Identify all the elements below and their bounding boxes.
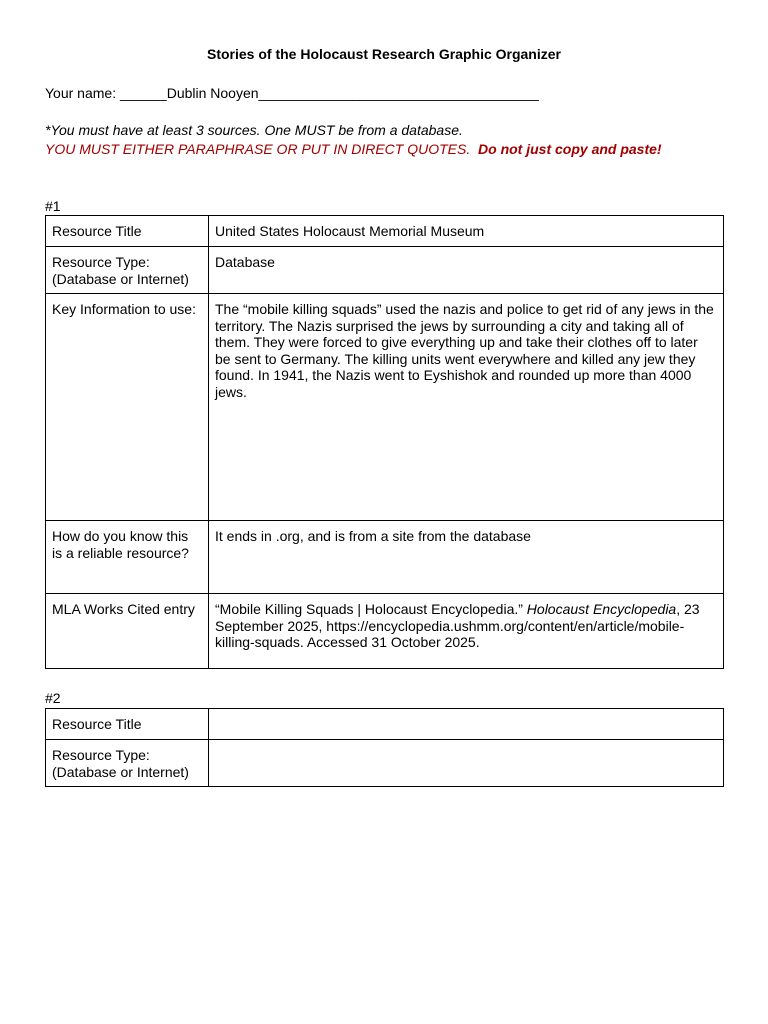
sources-requirement-note: *You must have at least 3 sources. One MUST be from a database. bbox=[45, 122, 463, 138]
table-row bbox=[46, 709, 724, 740]
resource-number-2: #2 bbox=[45, 690, 61, 706]
resource-type-label bbox=[46, 247, 209, 294]
resource-number-1: #1 bbox=[45, 198, 61, 214]
mla-label: MLA Works Cited entry bbox=[46, 594, 209, 669]
name-prefix-blank: ______ bbox=[119, 85, 167, 101]
reliability-label: How do you know this is a reliable resource? bbox=[46, 521, 209, 594]
copy-paste-warning: Do not just copy and paste! bbox=[478, 141, 662, 157]
resource-type-label-line1: Resource Type: bbox=[52, 747, 150, 763]
reliability-value[interactable]: It ends in .org, and is from a site from the database bbox=[209, 521, 724, 594]
table-row bbox=[46, 594, 724, 669]
table-row bbox=[46, 216, 724, 247]
name-line bbox=[45, 85, 539, 101]
resource-type-value[interactable]: Database bbox=[209, 247, 724, 294]
student-name: Dublin Nooyen bbox=[166, 85, 259, 101]
table-row bbox=[46, 294, 724, 521]
key-information-label: Key Information to use: bbox=[46, 294, 209, 521]
mla-value-part2: , 23 September 2025, https://encyclopedia.ushmm.org/content/en/article/mobile-killing-squads. Accessed 31 October 2025. bbox=[215, 601, 700, 650]
resource-type-label-line1: Resource Type: bbox=[52, 254, 150, 270]
name-label: Your name: bbox=[45, 85, 117, 101]
resource-title-value[interactable]: United States Holocaust Memorial Museum bbox=[209, 216, 724, 247]
resource-type-label bbox=[46, 740, 209, 787]
paraphrase-warning bbox=[45, 141, 662, 157]
mla-value-part1: “Mobile Killing Squads | Holocaust Encyclopedia.” bbox=[215, 601, 523, 617]
resource-title-value[interactable] bbox=[209, 709, 724, 740]
resource-type-label-line2: (Database or Internet) bbox=[52, 763, 189, 780]
mla-value-italic: Holocaust Encyclopedia bbox=[526, 601, 677, 617]
paraphrase-warning-text: YOU MUST EITHER PARAPHRASE OR PUT IN DIRECT QUOTES. bbox=[45, 141, 471, 157]
page-title: Stories of the Holocaust Research Graphic Organizer bbox=[207, 46, 561, 62]
resource-table-2 bbox=[45, 708, 724, 787]
resource-title-label: Resource Title bbox=[46, 709, 209, 740]
resource-type-value[interactable] bbox=[209, 740, 724, 787]
resource-type-label-line2: (Database or Internet) bbox=[52, 270, 189, 287]
mla-value[interactable] bbox=[209, 594, 724, 669]
name-suffix-blank: ____________________________________ bbox=[258, 85, 539, 101]
resource-table-1 bbox=[45, 215, 724, 669]
key-information-value[interactable]: The “mobile killing squads” used the nazis and police to get rid of any jews in the territory. The Nazis surprised the jews by surrounding a city and taking all of them. They were forced to give everything up and take their clothes off to later be sent to Germany. The killing units went everywhere and killed any jew they found. In 1941, the Nazis went to Eyshishok and rounded up more than 4000 jews. bbox=[209, 294, 724, 521]
table-row bbox=[46, 521, 724, 594]
resource-title-label: Resource Title bbox=[46, 216, 209, 247]
table-row bbox=[46, 740, 724, 787]
table-row bbox=[46, 247, 724, 294]
